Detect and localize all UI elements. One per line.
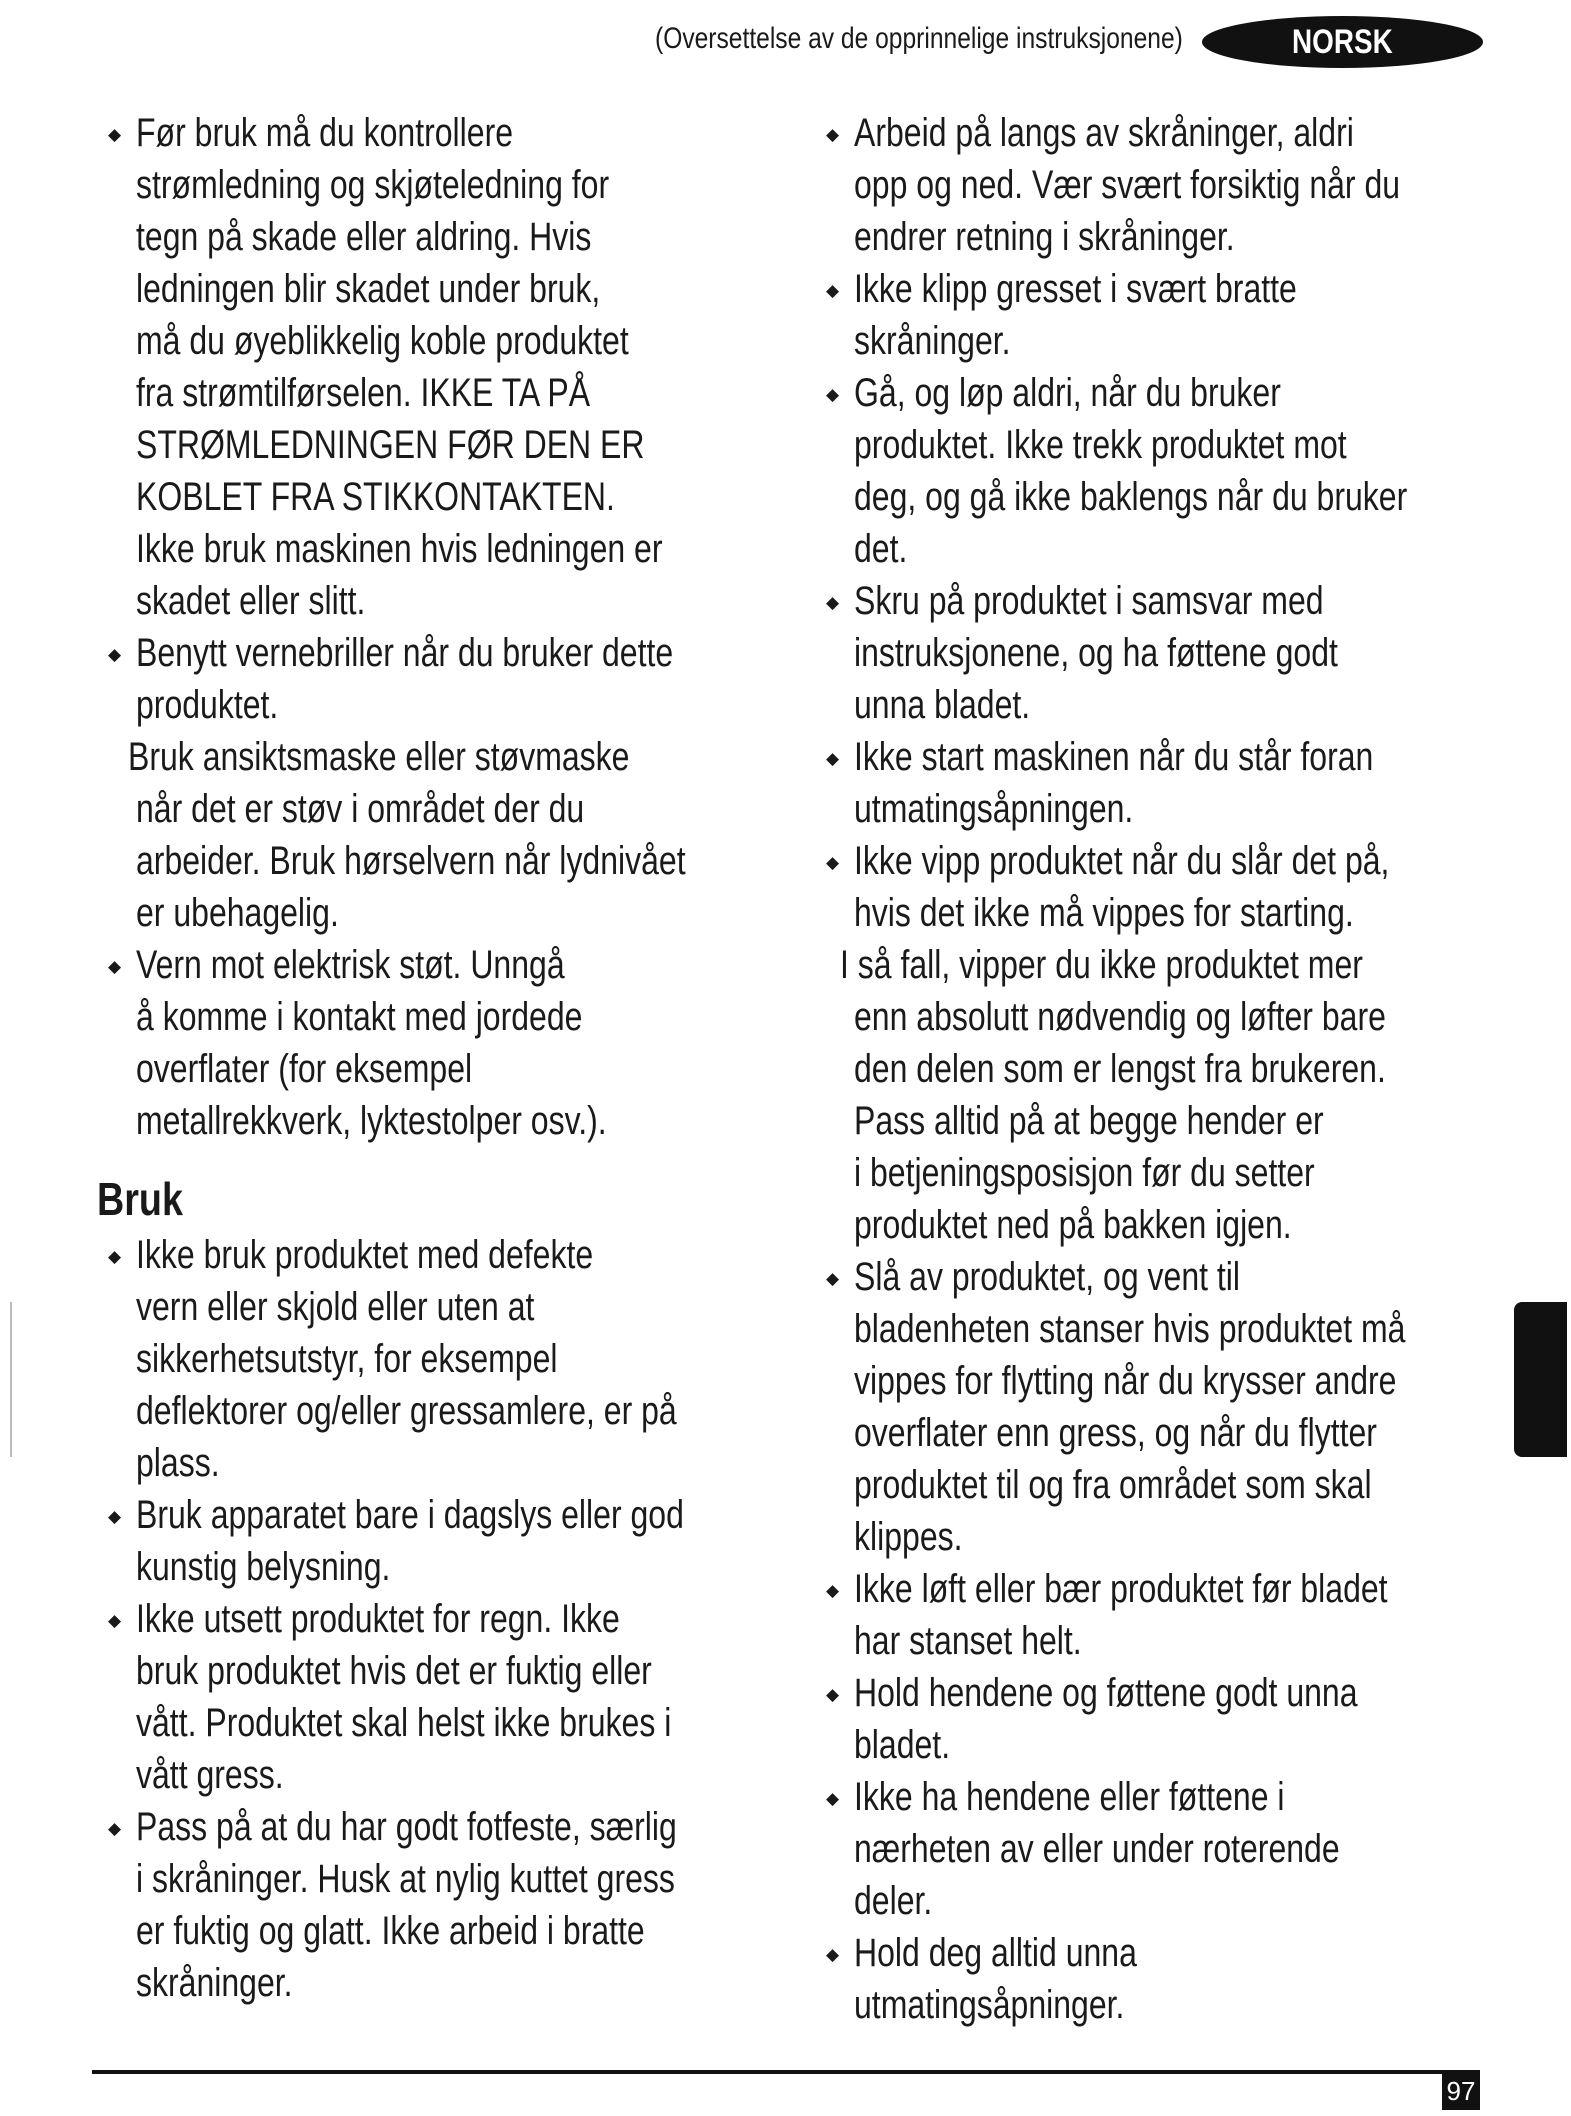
text-line [826, 1927, 1526, 1979]
section-heading [97, 1147, 788, 1229]
footer-rule [92, 2070, 1480, 2074]
bullet-diamond-icon: ◆ [826, 749, 840, 768]
bullet-item [108, 1489, 788, 1593]
text-line [108, 783, 788, 835]
line-text: Ikke start maskinen når du står foran [854, 735, 1374, 779]
text-line [826, 523, 1526, 575]
line-text: vått. Produktet skal helst ikke brukes i [136, 1701, 672, 1745]
line-text: ledningen blir skadet under bruk, [136, 267, 601, 311]
line-text: Ikke løft eller bær produktet før bladet [854, 1567, 1388, 1611]
text-line [108, 1229, 788, 1281]
text-line [108, 939, 788, 991]
text-line [826, 783, 1526, 835]
line-text: produktet ned på bakken igjen. [854, 1203, 1292, 1247]
line-text: vippes for flytting når du krysser andre [854, 1359, 1397, 1403]
text-line [826, 1043, 1526, 1095]
text-line [108, 315, 788, 367]
bullet-diamond-icon: ◆ [108, 645, 122, 664]
header-subtitle: (Oversettelse av de opprinnelige instruksjonene) [655, 22, 1183, 55]
line-text: sikkerhetsutstyr, for eksempel [136, 1337, 558, 1381]
text-line [108, 1437, 788, 1489]
line-text: i skråninger. Husk at nylig kuttet gress [136, 1857, 675, 1901]
language-badge-label: NORSK [1292, 22, 1393, 61]
bullet-item [826, 1927, 1526, 2031]
line-text: endrer retning i skråninger. [854, 215, 1235, 259]
line-text: Ikke bruk produktet med defekte [136, 1233, 594, 1277]
text-line [108, 471, 788, 523]
line-text: Pass på at du har godt fotfeste, særlig [136, 1805, 677, 1849]
text-line [108, 523, 788, 575]
bullet-diamond-icon: ◆ [826, 1581, 840, 1600]
line-text: instruksjonene, og ha føttene godt [854, 631, 1338, 675]
bullet-diamond-icon: ◆ [826, 593, 840, 612]
line-text: I så fall, vipper du ikke produktet mer [840, 943, 1363, 987]
line-text: plass. [136, 1441, 220, 1485]
text-line [108, 731, 788, 783]
line-text: er fuktig og glatt. Ikke arbeid i bratte [136, 1909, 645, 1953]
text-line [826, 107, 1526, 159]
text-line [826, 679, 1526, 731]
text-line [826, 887, 1526, 939]
bullet-item [108, 107, 788, 627]
text-line [826, 1823, 1526, 1875]
line-text: STRØMLEDNINGEN FØR DEN ER [136, 423, 645, 467]
text-line [826, 1511, 1526, 1563]
line-text: må du øyeblikkelig koble produktet [136, 319, 629, 363]
line-text: å komme i kontakt med jordede [136, 995, 583, 1039]
line-text: skråninger. [854, 319, 1011, 363]
bullet-item [826, 1771, 1526, 1927]
line-text: klippes. [854, 1515, 963, 1559]
text-line [108, 679, 788, 731]
text-line [108, 1697, 788, 1749]
text-line [108, 263, 788, 315]
line-text: bladenheten stanser hvis produktet må [854, 1307, 1406, 1351]
text-line [108, 1593, 788, 1645]
bullet-item [108, 1593, 788, 1801]
line-text: bladet. [854, 1723, 951, 1767]
bullet-diamond-icon: ◆ [108, 1507, 122, 1526]
line-text: enn absolutt nødvendig og løfter bare [854, 995, 1386, 1039]
bullet-diamond-icon: ◆ [826, 1685, 840, 1704]
page-number: 97 [1442, 2072, 1480, 2110]
text-line [108, 887, 788, 939]
line-text: Ikke vipp produktet når du slår det på, [854, 839, 1390, 883]
bullet-diamond-icon: ◆ [826, 281, 840, 300]
bullet-item [108, 627, 788, 731]
line-text: Skru på produktet i samsvar med [854, 579, 1324, 623]
line-text: produktet. Ikke trekk produktet mot [854, 423, 1347, 467]
text-line [826, 991, 1526, 1043]
line-text: Hold deg alltid unna [854, 1931, 1137, 1975]
line-text: arbeider. Bruk hørselvern når lydnivået [136, 839, 686, 883]
text-line [108, 1853, 788, 1905]
text-line [826, 1147, 1526, 1199]
text-line [108, 1043, 788, 1095]
line-text: vern eller skjold eller uten at [136, 1285, 535, 1329]
left-column [97, 107, 788, 2009]
text-line [826, 211, 1526, 263]
line-text: utmatingsåpningen. [854, 787, 1134, 831]
text-line [826, 1719, 1526, 1771]
line-text: Ikke ha hendene eller føttene i [854, 1775, 1285, 1819]
line-text: har stanset helt. [854, 1619, 1082, 1663]
text-line [108, 1957, 788, 2009]
line-text: hvis det ikke må vippes for starting. [854, 891, 1354, 935]
text-line [826, 1355, 1526, 1407]
line-text: tegn på skade eller aldring. Hvis [136, 215, 592, 259]
line-text: overflater (for eksempel [136, 1047, 473, 1091]
line-text: utmatingsåpninger. [854, 1983, 1125, 2027]
text-line [108, 211, 788, 263]
bullet-item [108, 1229, 788, 1489]
line-text: deflektorer og/eller gressamlere, er på [136, 1389, 677, 1433]
bullet-diamond-icon: ◆ [108, 125, 122, 144]
text-line [108, 835, 788, 887]
text-line [108, 991, 788, 1043]
bullet-item [826, 263, 1526, 367]
bullet-item [826, 1251, 1526, 1563]
text-line [108, 1645, 788, 1697]
bullet-item [108, 1801, 788, 2009]
text-line [108, 1489, 788, 1541]
line-text: skadet eller slitt. [136, 579, 366, 623]
bullet-diamond-icon: ◆ [108, 957, 122, 976]
line-text: produktet. [136, 683, 279, 727]
text-line [826, 1459, 1526, 1511]
text-line [826, 315, 1526, 367]
bullet-item [826, 835, 1526, 939]
line-text: strømledning og skjøteledning for [136, 163, 610, 207]
text-line [826, 159, 1526, 211]
text-line [826, 1407, 1526, 1459]
language-badge [1202, 16, 1483, 68]
section-heading-text: Bruk [97, 1173, 183, 1225]
bullet-diamond-icon: ◆ [108, 1611, 122, 1630]
line-text: Bruk ansiktsmaske eller støvmaske [128, 735, 630, 779]
line-text: metallrekkverk, lyktestolper osv.). [136, 1099, 607, 1143]
text-line [108, 159, 788, 211]
line-text: vått gress. [136, 1753, 284, 1797]
line-text: produktet til og fra området som skal [854, 1463, 1372, 1507]
line-text: Slå av produktet, og vent til [854, 1255, 1240, 1299]
bullet-item [826, 731, 1526, 835]
line-text: Ikke utsett produktet for regn. Ikke [136, 1597, 620, 1641]
line-text: KOBLET FRA STIKKONTAKTEN. [136, 475, 615, 519]
bullet-item [826, 1667, 1526, 1771]
text-line [826, 1771, 1526, 1823]
text-line [826, 1667, 1526, 1719]
text-line [826, 731, 1526, 783]
text-line [108, 1385, 788, 1437]
text-line [826, 419, 1526, 471]
line-text: det. [854, 527, 908, 571]
section-thumb-tab [1514, 1302, 1567, 1457]
line-text: er ubehagelig. [136, 891, 339, 935]
line-text: bruk produktet hvis det er fuktig eller [136, 1649, 652, 1693]
line-text: i betjeningsposisjon før du setter [854, 1151, 1315, 1195]
line-text: den delen som er lengst fra brukeren. [854, 1047, 1386, 1091]
text-line [826, 1303, 1526, 1355]
line-text: deler. [854, 1879, 933, 1923]
bullet-item [826, 575, 1526, 731]
line-text: Arbeid på langs av skråninger, aldri [854, 111, 1354, 155]
line-text: Ikke bruk maskinen hvis ledningen er [136, 527, 663, 571]
bullet-diamond-icon: ◆ [826, 385, 840, 404]
bullet-diamond-icon: ◆ [826, 125, 840, 144]
line-text: Hold hendene og føttene godt unna [854, 1671, 1358, 1715]
line-text: Vern mot elektrisk støt. Unngå [136, 943, 565, 987]
text-line [108, 1905, 788, 1957]
line-text: Ikke klipp gresset i svært bratte [854, 267, 1297, 311]
line-text: Benytt vernebriller når du bruker dette [136, 631, 674, 675]
text-line [826, 1875, 1526, 1927]
text-line [108, 1333, 788, 1385]
line-text: Før bruk må du kontrollere [136, 111, 514, 155]
text-line [108, 1801, 788, 1853]
bullet-item [826, 1563, 1526, 1667]
text-line [826, 1615, 1526, 1667]
paragraph [826, 939, 1526, 1251]
text-line [108, 367, 788, 419]
text-line [826, 939, 1526, 991]
right-column [826, 107, 1526, 2031]
text-line [826, 471, 1526, 523]
line-text: skråninger. [136, 1961, 293, 2005]
text-line [826, 1095, 1526, 1147]
bullet-diamond-icon: ◆ [826, 1789, 840, 1808]
text-line [108, 419, 788, 471]
text-line [826, 575, 1526, 627]
bullet-item [108, 939, 788, 1147]
line-text: kunstig belysning. [136, 1545, 391, 1589]
text-line [108, 1541, 788, 1593]
text-line [826, 1251, 1526, 1303]
line-text: opp og ned. Vær svært forsiktig når du [854, 163, 1401, 207]
paragraph [108, 731, 788, 939]
bullet-diamond-icon: ◆ [108, 1247, 122, 1266]
line-text: Bruk apparatet bare i dagslys eller god [136, 1493, 684, 1537]
line-text: fra strømtilførselen. IKKE TA PÅ [136, 371, 591, 415]
bullet-item [826, 367, 1526, 575]
bullet-diamond-icon: ◆ [826, 1945, 840, 1964]
bullet-item [826, 107, 1526, 263]
text-line [826, 1199, 1526, 1251]
text-line [826, 835, 1526, 887]
text-line [826, 627, 1526, 679]
line-text: nærheten av eller under roterende [854, 1827, 1340, 1871]
line-text: overflater enn gress, og når du flytter [854, 1411, 1377, 1455]
text-line [108, 1095, 788, 1147]
text-line [108, 107, 788, 159]
line-text: unna bladet. [854, 683, 1031, 727]
text-line [108, 627, 788, 679]
bullet-diamond-icon: ◆ [826, 853, 840, 872]
line-text: Gå, og løp aldri, når du bruker [854, 371, 1281, 415]
text-line [108, 575, 788, 627]
page-edge-mark [10, 1302, 12, 1457]
text-line [826, 263, 1526, 315]
text-line [826, 1563, 1526, 1615]
text-line [826, 1979, 1526, 2031]
text-line [826, 367, 1526, 419]
line-text: Pass alltid på at begge hender er [854, 1099, 1324, 1143]
line-text: når det er støv i området der du [136, 787, 585, 831]
line-text: deg, og gå ikke baklengs når du bruker [854, 475, 1408, 519]
text-line [108, 1281, 788, 1333]
bullet-diamond-icon: ◆ [826, 1269, 840, 1288]
bullet-diamond-icon: ◆ [108, 1819, 122, 1838]
text-line [108, 1749, 788, 1801]
